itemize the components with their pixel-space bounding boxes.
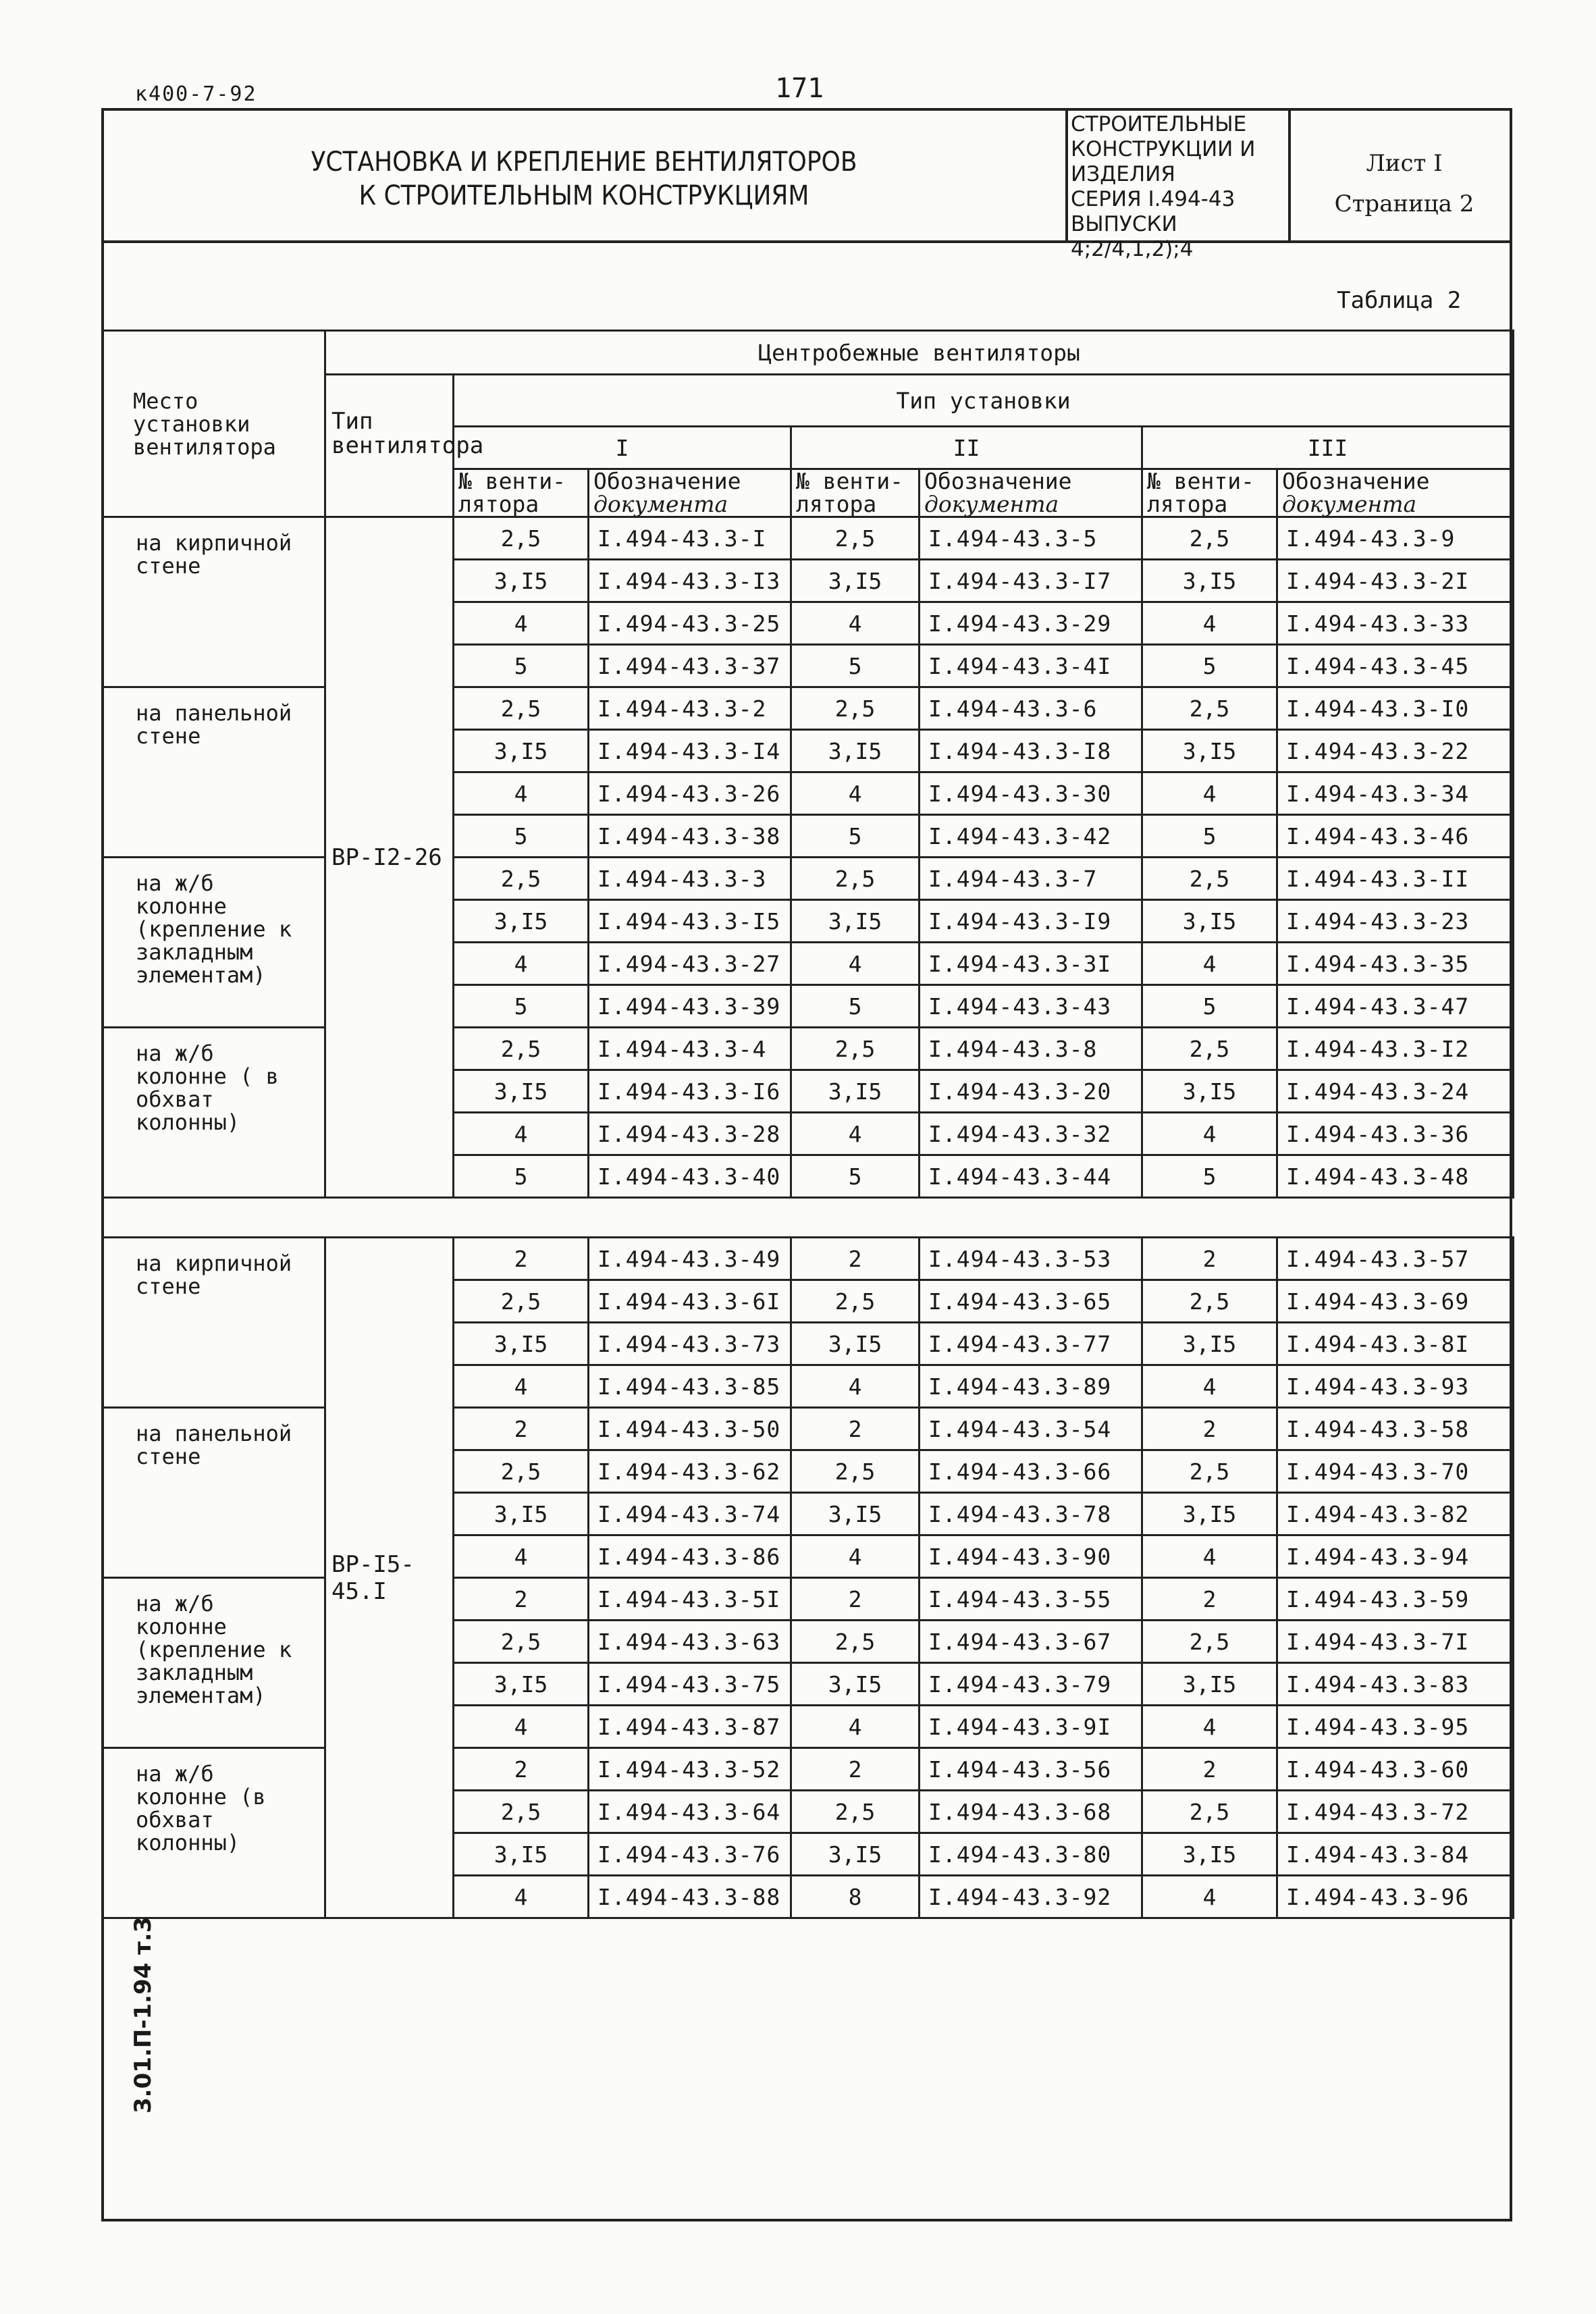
fan-number-cell: 4	[791, 1113, 920, 1155]
fan-number-cell: 5	[1142, 985, 1277, 1028]
fan-number-cell: 5	[454, 1155, 589, 1198]
header-install: Тип установки	[454, 375, 1514, 427]
document-cell: I.494-43.3-66	[920, 1450, 1142, 1493]
document-cell: I.494-43.3-5	[920, 517, 1142, 560]
document-cell: I.494-43.3-67	[920, 1621, 1142, 1663]
fan-number-cell: 5	[1142, 645, 1277, 687]
fan-number-cell: 5	[454, 815, 589, 858]
fan-number-cell: 2	[1142, 1578, 1277, 1621]
document-cell: I.494-43.3-80	[920, 1833, 1142, 1876]
fan-installation-table	[101, 330, 1514, 1919]
fan-number-cell: 2,5	[791, 517, 920, 560]
document-cell: I.494-43.3-47	[1277, 985, 1514, 1028]
document-cell: I.494-43.3-9I	[920, 1706, 1142, 1748]
fan-number-cell: 2,5	[1142, 858, 1277, 900]
header-document-line-2: документа	[593, 491, 728, 517]
header-fan-number	[1142, 469, 1277, 517]
document-cell: I.494-43.3-94	[1277, 1535, 1514, 1578]
fan-number-cell: 4	[1142, 602, 1277, 645]
fan-number-cell: 2	[1142, 1408, 1277, 1450]
fan-number-cell: 2	[454, 1748, 589, 1791]
document-cell: I.494-43.3-6I	[589, 1280, 791, 1323]
document-cell: I.494-43.3-29	[920, 602, 1142, 645]
header-document-line-1: Обозначение	[1282, 468, 1430, 494]
fan-number-cell: 2,5	[454, 1450, 589, 1493]
document-cell: I.494-43.3-5I	[589, 1578, 791, 1621]
fan-number-cell: 2,5	[1142, 517, 1277, 560]
document-cell: I.494-43.3-26	[589, 772, 791, 815]
document-cell: I.494-43.3-49	[589, 1238, 791, 1280]
document-cell: I.494-43.3-8	[920, 1028, 1142, 1070]
place-cell: на панельной стене	[103, 1408, 325, 1578]
fan-number-cell: 2,5	[1142, 1280, 1277, 1323]
fan-number-cell: 4	[454, 943, 589, 985]
header-type: Тип вентилятора	[325, 375, 454, 517]
fan-number-cell: 2	[1142, 1238, 1277, 1280]
header-fan-number-line-2: лятора	[796, 491, 877, 517]
document-cell: I.494-43.3-34	[1277, 772, 1514, 815]
document-cell: I.494-43.3-79	[920, 1663, 1142, 1706]
document-cell: I.494-43.3-22	[1277, 730, 1514, 772]
document-cell: I.494-43.3-96	[1277, 1876, 1514, 1918]
document-code: к400-7-92	[135, 82, 257, 106]
fan-number-cell: 2,5	[454, 687, 589, 730]
header-fan-number-line-1: № венти-	[796, 468, 903, 494]
title-divider-2	[1288, 108, 1291, 243]
document-cell: I.494-43.3-48	[1277, 1155, 1514, 1198]
document-cell: I.494-43.3-7I	[1277, 1621, 1514, 1663]
title-line-2: К СТРОИТЕЛЬНЫМ КОНСТРУКЦИЯМ	[358, 180, 809, 211]
fan-number-cell: 2,5	[1142, 1791, 1277, 1833]
fan-number-cell: 2,5	[454, 1028, 589, 1070]
fan-number-cell: 3,I5	[791, 900, 920, 943]
document-cell: I.494-43.3-63	[589, 1621, 791, 1663]
header-fan-number-line-2: лятора	[458, 491, 539, 517]
fan-number-cell: 3,I5	[454, 1070, 589, 1113]
fan-number-cell: 5	[791, 645, 920, 687]
fan-number-cell: 4	[1142, 1876, 1277, 1918]
header-fan-number-line-1: № венти-	[458, 468, 566, 494]
document-cell: I.494-43.3-85	[589, 1365, 791, 1408]
header-group: Центробежные вентиляторы	[325, 331, 1514, 375]
document-cell: I.494-43.3-3	[589, 858, 791, 900]
fan-number-cell: 3,I5	[791, 730, 920, 772]
fan-number-cell: 3,I5	[1142, 1833, 1277, 1876]
document-cell: I.494-43.3-89	[920, 1365, 1142, 1408]
document-cell: I.494-43.3-53	[920, 1238, 1142, 1280]
fan-number-cell: 4	[1142, 1365, 1277, 1408]
fan-number-cell: 4	[1142, 1535, 1277, 1578]
side-code: 3.01.П-1.94 т.3	[130, 1916, 157, 2113]
document-cell: I.494-43.3-73	[589, 1323, 791, 1365]
document-cell: I.494-43.3-72	[1277, 1791, 1514, 1833]
fan-number-cell: 2,5	[454, 1280, 589, 1323]
series-line-3: ИЗДЕЛИЯ	[1071, 162, 1175, 186]
document-cell: I.494-43.3-45	[1277, 645, 1514, 687]
fan-number-cell: 3,I5	[791, 1323, 920, 1365]
header-place: Место установки вентилятора	[103, 331, 325, 517]
document-cell: I.494-43.3-37	[589, 645, 791, 687]
title-divider-1	[1065, 108, 1068, 243]
fan-number-cell: 3,I5	[454, 1493, 589, 1535]
fan-number-cell: 4	[454, 772, 589, 815]
document-cell: I.494-43.3-2I	[1277, 560, 1514, 602]
fan-number-cell: 4	[791, 1365, 920, 1408]
document-cell: I.494-43.3-I5	[589, 900, 791, 943]
document-cell: I.494-43.3-74	[589, 1493, 791, 1535]
fan-number-cell: 4	[791, 602, 920, 645]
fan-number-cell: 2,5	[791, 1621, 920, 1663]
fan-number-cell: 2	[454, 1238, 589, 1280]
document-cell: I.494-43.3-75	[589, 1663, 791, 1706]
fan-number-cell: 2	[454, 1408, 589, 1450]
fan-number-cell: 3,I5	[1142, 730, 1277, 772]
series-line-1: СТРОИТЕЛЬНЫЕ	[1071, 112, 1247, 136]
document-cell: I.494-43.3-20	[920, 1070, 1142, 1113]
table-caption: Таблица 2	[1337, 287, 1462, 314]
document-cell: I.494-43.3-92	[920, 1876, 1142, 1918]
header-document	[920, 469, 1142, 517]
fan-number-cell: 4	[791, 1535, 920, 1578]
sheet-number: Лист I	[1366, 150, 1443, 177]
header-fan-number-line-2: лятора	[1147, 491, 1228, 517]
header-fan-number-line-1: № венти-	[1147, 468, 1254, 494]
document-cell: I.494-43.3-55	[920, 1578, 1142, 1621]
fan-number-cell: 4	[791, 1706, 920, 1748]
series-line-2: КОНСТРУКЦИИ И	[1071, 137, 1256, 161]
document-cell: I.494-43.3-9	[1277, 517, 1514, 560]
fan-number-cell: 3,I5	[454, 1663, 589, 1706]
fan-number-cell: 2	[454, 1578, 589, 1621]
document-cell: I.494-43.3-24	[1277, 1070, 1514, 1113]
fan-number-cell: 2,5	[1142, 1621, 1277, 1663]
fan-number-cell: 2,5	[454, 1791, 589, 1833]
document-title	[101, 145, 1067, 213]
table-row	[103, 1748, 1514, 1791]
document-cell: I.494-43.3-87	[589, 1706, 791, 1748]
document-cell: I.494-43.3-33	[1277, 602, 1514, 645]
document-cell: I.494-43.3-43	[920, 985, 1142, 1028]
fan-number-cell: 4	[1142, 1113, 1277, 1155]
document-cell: I.494-43.3-68	[920, 1791, 1142, 1833]
fan-number-cell: 2,5	[791, 1280, 920, 1323]
sheet-page: Страница 2	[1334, 190, 1474, 217]
fan-number-cell: 4	[791, 943, 920, 985]
fan-number-cell: 5	[791, 815, 920, 858]
document-cell: I.494-43.3-77	[920, 1323, 1142, 1365]
document-cell: I.494-43.3-54	[920, 1408, 1142, 1450]
document-cell: I.494-43.3-32	[920, 1113, 1142, 1155]
place-cell: на кирпичной стене	[103, 1238, 325, 1408]
fan-type-cell: ВР-I2-26	[325, 517, 454, 1198]
document-cell: I.494-43.3-50	[589, 1408, 791, 1450]
place-cell: на ж/б колонне (в обхват колонны)	[103, 1748, 325, 1918]
fan-number-cell: 4	[454, 1706, 589, 1748]
place-cell: на ж/б колонне (крепление к закладным элементам)	[103, 1578, 325, 1748]
document-cell: I.494-43.3-58	[1277, 1408, 1514, 1450]
fan-number-cell: 2,5	[454, 517, 589, 560]
document-cell: I.494-43.3-93	[1277, 1365, 1514, 1408]
document-cell: I.494-43.3-52	[589, 1748, 791, 1791]
series-line-5: ВЫПУСКИ 4;2/4,1,2);4	[1071, 212, 1194, 261]
document-cell: I.494-43.3-65	[920, 1280, 1142, 1323]
document-cell: I.494-43.3-76	[589, 1833, 791, 1876]
fan-number-cell: 3,I5	[791, 1493, 920, 1535]
fan-number-cell: 5	[791, 985, 920, 1028]
table-row	[103, 687, 1514, 730]
document-cell: I.494-43.3-39	[589, 985, 791, 1028]
fan-number-cell: 2,5	[791, 858, 920, 900]
fan-number-cell: 2,5	[454, 1621, 589, 1663]
document-cell: I.494-43.3-59	[1277, 1578, 1514, 1621]
header-document-line-2: документа	[924, 491, 1059, 517]
document-cell: I.494-43.3-46	[1277, 815, 1514, 858]
fan-number-cell: 3,I5	[1142, 1493, 1277, 1535]
fan-number-cell: 5	[1142, 815, 1277, 858]
fan-number-cell: 3,I5	[454, 900, 589, 943]
page-number: 171	[775, 73, 824, 104]
document-cell: I.494-43.3-36	[1277, 1113, 1514, 1155]
document-cell: I.494-43.3-25	[589, 602, 791, 645]
document-cell: I.494-43.3-I	[589, 517, 791, 560]
fan-number-cell: 5	[791, 1155, 920, 1198]
fan-number-cell: 5	[454, 985, 589, 1028]
document-cell: I.494-43.3-6	[920, 687, 1142, 730]
group-separator-cell	[103, 1198, 1514, 1238]
document-cell: I.494-43.3-II	[1277, 858, 1514, 900]
place-cell: на кирпичной стене	[103, 517, 325, 687]
sheet-block	[1303, 143, 1506, 224]
fan-number-cell: 3,I5	[791, 1833, 920, 1876]
fan-number-cell: 4	[454, 1535, 589, 1578]
document-cell: I.494-43.3-23	[1277, 900, 1514, 943]
fan-number-cell: 2,5	[791, 1450, 920, 1493]
document-cell: I.494-43.3-56	[920, 1748, 1142, 1791]
document-cell: I.494-43.3-I4	[589, 730, 791, 772]
fan-number-cell: 3,I5	[454, 1833, 589, 1876]
fan-number-cell: 3,I5	[454, 1323, 589, 1365]
fan-number-cell: 2	[791, 1748, 920, 1791]
place-cell: на ж/б колонне ( в обхват колонны)	[103, 1028, 325, 1198]
document-cell: I.494-43.3-82	[1277, 1493, 1514, 1535]
fan-number-cell: 2,5	[1142, 687, 1277, 730]
fan-number-cell: 4	[454, 1113, 589, 1155]
title-line-1: УСТАНОВКА И КРЕПЛЕНИЕ ВЕНТИЛЯТОРОВ	[311, 147, 857, 178]
document-cell: I.494-43.3-I3	[589, 560, 791, 602]
fan-number-cell: 4	[1142, 1706, 1277, 1748]
document-cell: I.494-43.3-62	[589, 1450, 791, 1493]
header-fan-number	[454, 469, 589, 517]
fan-number-cell: 3,I5	[1142, 1323, 1277, 1365]
document-cell: I.494-43.3-I9	[920, 900, 1142, 943]
fan-number-cell: 2	[1142, 1748, 1277, 1791]
fan-number-cell: 4	[454, 602, 589, 645]
document-cell: I.494-43.3-8I	[1277, 1323, 1514, 1365]
header-document	[589, 469, 791, 517]
fan-number-cell: 5	[454, 645, 589, 687]
document-cell: I.494-43.3-35	[1277, 943, 1514, 985]
group-separator	[103, 1198, 1514, 1238]
table-row	[103, 1238, 1514, 1280]
document-cell: I.494-43.3-38	[589, 815, 791, 858]
document-cell: I.494-43.3-I8	[920, 730, 1142, 772]
fan-number-cell: 3,I5	[1142, 1070, 1277, 1113]
document-cell: I.494-43.3-30	[920, 772, 1142, 815]
document-cell: I.494-43.3-I0	[1277, 687, 1514, 730]
fan-number-cell: 3,I5	[454, 560, 589, 602]
document-cell: I.494-43.3-3I	[920, 943, 1142, 985]
document-cell: I.494-43.3-I2	[1277, 1028, 1514, 1070]
series-line-4: СЕРИЯ I.494-43	[1071, 187, 1235, 211]
fan-number-cell: 2,5	[791, 687, 920, 730]
header-install-2: II	[791, 427, 1142, 469]
header-fan-number	[791, 469, 920, 517]
header-document-line-2: документа	[1282, 491, 1417, 517]
table-row	[103, 1578, 1514, 1621]
table-row	[103, 1408, 1514, 1450]
table-row	[103, 517, 1514, 560]
fan-number-cell: 4	[454, 1365, 589, 1408]
document-cell: I.494-43.3-27	[589, 943, 791, 985]
table-row	[103, 1028, 1514, 1070]
document-cell: I.494-43.3-84	[1277, 1833, 1514, 1876]
document-cell: I.494-43.3-I6	[589, 1070, 791, 1113]
document-cell: I.494-43.3-86	[589, 1535, 791, 1578]
document-cell: I.494-43.3-64	[589, 1791, 791, 1833]
fan-number-cell: 2,5	[791, 1028, 920, 1070]
fan-number-cell: 4	[791, 772, 920, 815]
document-cell: I.494-43.3-42	[920, 815, 1142, 858]
document-cell: I.494-43.3-60	[1277, 1748, 1514, 1791]
fan-number-cell: 2,5	[791, 1791, 920, 1833]
fan-number-cell: 4	[1142, 772, 1277, 815]
fan-type-cell: ВР-I5-45.I	[325, 1238, 454, 1918]
fan-number-cell: 2,5	[454, 858, 589, 900]
header-install-3: III	[1142, 427, 1514, 469]
place-cell: на ж/б колонне (крепление к закладным элементам)	[103, 858, 325, 1028]
place-cell: на панельной стене	[103, 687, 325, 858]
document-cell: I.494-43.3-28	[589, 1113, 791, 1155]
header-document	[1277, 469, 1514, 517]
document-cell: I.494-43.3-83	[1277, 1663, 1514, 1706]
document-cell: I.494-43.3-90	[920, 1535, 1142, 1578]
document-cell: I.494-43.3-88	[589, 1876, 791, 1918]
document-cell: I.494-43.3-78	[920, 1493, 1142, 1535]
fan-number-cell: 3,I5	[1142, 560, 1277, 602]
document-cell: I.494-43.3-69	[1277, 1280, 1514, 1323]
document-cell: I.494-43.3-4	[589, 1028, 791, 1070]
document-cell: I.494-43.3-95	[1277, 1706, 1514, 1748]
fan-number-cell: 3,I5	[454, 730, 589, 772]
document-cell: I.494-43.3-57	[1277, 1238, 1514, 1280]
document-cell: I.494-43.3-70	[1277, 1450, 1514, 1493]
fan-number-cell: 2	[791, 1578, 920, 1621]
header-install-1: I	[454, 427, 791, 469]
fan-number-cell: 2,5	[1142, 1028, 1277, 1070]
fan-number-cell: 3,I5	[791, 1070, 920, 1113]
document-cell: I.494-43.3-40	[589, 1155, 791, 1198]
fan-number-cell: 2	[791, 1408, 920, 1450]
fan-number-cell: 3,I5	[791, 1663, 920, 1706]
fan-number-cell: 4	[1142, 943, 1277, 985]
table-row	[103, 858, 1514, 900]
header-document-line-1: Обозначение	[593, 468, 741, 494]
fan-number-cell: 5	[1142, 1155, 1277, 1198]
fan-number-cell: 3,I5	[1142, 1663, 1277, 1706]
fan-number-cell: 2	[791, 1238, 920, 1280]
document-cell: I.494-43.3-2	[589, 687, 791, 730]
fan-number-cell: 3,I5	[791, 560, 920, 602]
fan-number-cell: 2,5	[1142, 1450, 1277, 1493]
header-document-line-1: Обозначение	[924, 468, 1072, 494]
fan-number-cell: 8	[791, 1876, 920, 1918]
document-cell: I.494-43.3-4I	[920, 645, 1142, 687]
document-cell: I.494-43.3-I7	[920, 560, 1142, 602]
fan-number-cell: 4	[454, 1876, 589, 1918]
fan-number-cell: 3,I5	[1142, 900, 1277, 943]
document-cell: I.494-43.3-7	[920, 858, 1142, 900]
document-cell: I.494-43.3-44	[920, 1155, 1142, 1198]
series-block	[1071, 112, 1287, 262]
